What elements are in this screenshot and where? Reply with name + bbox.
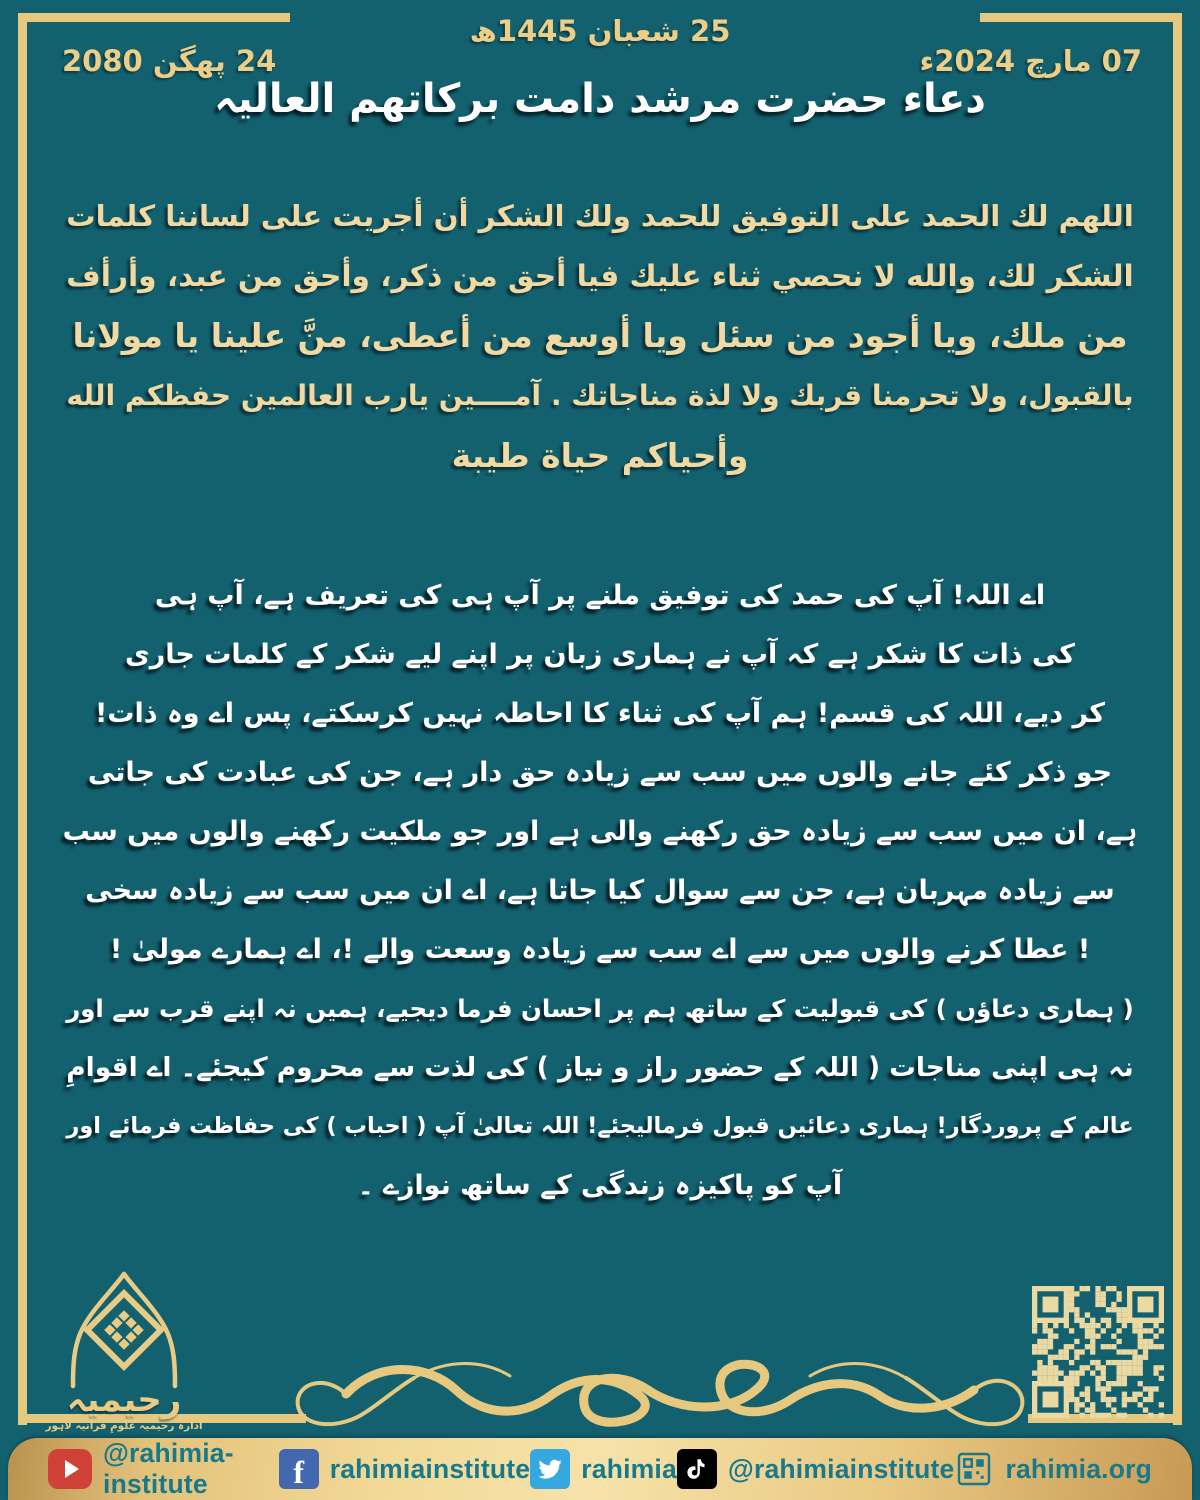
urdu-line: ( ہماری دعاؤں ) کی قبولیت کے ساتھ ہم پر احسان فرما دیجیے، ہمیں نہ اپنے قرب سے اور [66,994,1134,1023]
date-bikrami: 24 پھگن 2080 [62,44,277,78]
frame-left [18,13,27,1425]
logo-subtitle: ادارہ رحیمیہ علومِ قرآنیہ لاہور [45,1420,203,1432]
urdu-line: ہے، ان میں سب سے زیادہ حق رکھنے والی ہے اور جو ملکیت رکھنے والوں میں سب [62,816,1138,847]
frame-right [1173,13,1182,1425]
footer-item-facebook[interactable] [279,1449,531,1489]
urdu-translation-block [58,566,1142,1215]
logo-wordmark: رحیمیہ [66,1380,182,1420]
arabic-line: من ملك، ويا أجود من سئل ويا أوسع من أعطى، منَّ علينا يا مولانا [72,316,1128,355]
qr-website-icon [954,1449,994,1489]
footer-item-tiktok[interactable] [677,1449,955,1489]
rahimia-logo [44,1268,204,1432]
mosque-arch-icon [49,1268,199,1396]
arabic-prayer-block [58,186,1142,486]
footer-social-bar [8,1438,1192,1500]
footer-item-website[interactable] [954,1449,1152,1489]
footer-item-youtube[interactable] [48,1438,279,1500]
footer-item-twitter[interactable] [530,1449,677,1489]
arabic-line: الشكر لك، والله لا نحصي ثناء عليك فيا أحق من ذكر، وأحق من عبد، وأرأف [66,258,1134,293]
urdu-line: نہ ہی اپنی مناجات ( اللہ کے حضور راز و نیاز ) کی لذت سے محروم کیجئے۔ اے اقوامِ [66,1052,1134,1083]
urdu-line: کر دیے، اللہ کی قسم! ہم آپ کی ثناء کا احاطہ نہیں کرسکتے، پس اے وہ ذات! [95,698,1105,729]
facebook-handle: rahimiainstitute [329,1453,531,1484]
twitter-icon [530,1449,570,1489]
date-hijri: 25 شعبان 1445ھ [469,14,731,48]
arabic-line: بالقبول، ولا تحرمنا قربك ولا لذة مناجاتك . آمــــين يارب العالمين حفظكم الله [66,379,1134,412]
tiktok-icon [677,1449,717,1489]
website-handle: rahimia.org [1005,1453,1152,1484]
tiktok-handle: @rahimiainstitute [727,1453,955,1484]
urdu-line: اے اللہ! آپ کی حمد کی توفیق ملنے پر آپ ہی کی تعریف ہے، آپ ہی [154,580,1046,611]
arabic-line: وأحياكم حياة طيبة [451,436,749,475]
facebook-icon: f [279,1449,319,1489]
urdu-line: سے زیادہ مہربان ہے، جن سے سوال کیا جاتا ہے، اے ان میں سب سے زیادہ سخی [85,875,1115,906]
urdu-line: جو ذکر کئے جانے والوں میں سب سے زیادہ حق دار ہے، جن کی عبادت کی جاتی [87,757,1113,788]
twitter-handle: rahimia [581,1453,677,1484]
page-title: دعاء حضرت مرشد دامت برکاتھم العالیہ [214,76,986,122]
urdu-line: ! عطا کرنے والوں میں سے اے سب سے زیادہ وسعت والے !، اے ہمارے مولیٰ ! [109,934,1091,965]
youtube-icon [48,1449,92,1489]
qr-code [1032,1286,1164,1418]
arabic-line: اللهم لك الحمد على التوفيق للحمد ولك الشكر أن أجريت على لساننا كلمات [66,199,1134,233]
calligraphic-flourish [288,1342,1032,1442]
urdu-line: کی ذات کا شکر ہے کہ آپ نے ہماری زبان پر اپنے لیے شکر کے کلمات جاری [125,639,1075,670]
urdu-line: عالم کے پروردگار! ہماری دعائیں قبول فرمالیجئے! اللہ تعالیٰ آپ ( احباب ) کی حفاظت فرمائے اور [66,1113,1134,1139]
youtube-handle: @rahimia-institute [103,1438,234,1499]
date-gregorian: 07 مارچ 2024ء [919,44,1142,78]
urdu-line: آپ کو پاکیزہ زندگی کے ساتھ نوازے ۔ [357,1170,843,1201]
